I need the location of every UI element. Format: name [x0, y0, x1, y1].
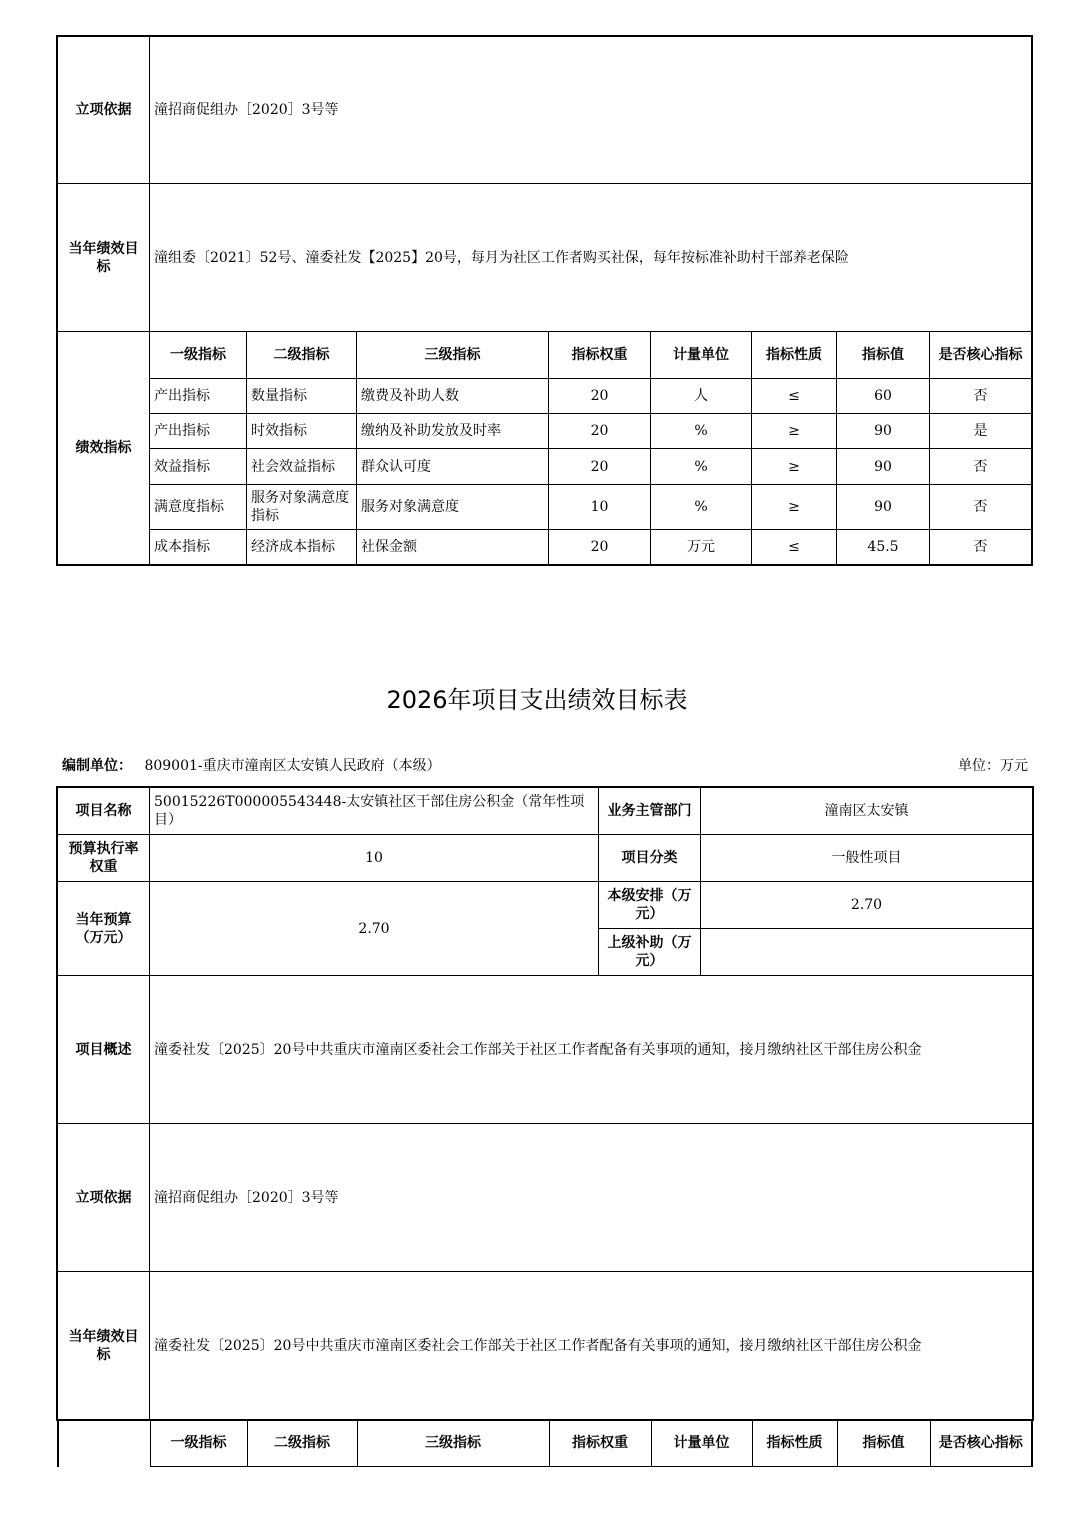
cell: 10	[549, 485, 651, 530]
dept-value: 潼南区太安镇	[701, 788, 1033, 835]
header-cell: 指标值	[837, 332, 930, 379]
cell: 90	[837, 449, 930, 485]
page-title: 2026年项目支出绩效目标表	[386, 686, 688, 714]
cell: 社会效益指标	[247, 449, 357, 485]
unit-label: 编制单位：	[62, 758, 132, 774]
dept-label: 业务主管部门	[599, 788, 701, 835]
cell: 人	[651, 379, 752, 414]
performance-table-2-header	[57, 1419, 1033, 1467]
cell: 成本指标	[150, 530, 247, 565]
budget-value: 2.70	[150, 882, 599, 976]
header-cell: 是否核心指标	[930, 1420, 1032, 1467]
goal-label: 当年绩效目标	[58, 184, 150, 332]
table-row	[58, 485, 1032, 530]
cell: ≥	[752, 449, 837, 485]
cell: 20	[549, 530, 651, 565]
header-cell: 指标性质	[752, 332, 837, 379]
cell: ≥	[752, 414, 837, 449]
cell: 否	[930, 485, 1032, 530]
cell: 产出指标	[150, 414, 247, 449]
cell: 20	[549, 449, 651, 485]
cell: 时效指标	[247, 414, 357, 449]
cell: 服务对象满意度指标	[247, 485, 357, 530]
table-row	[58, 530, 1032, 565]
cell: 缴费及补助人数	[357, 379, 549, 414]
unit-row	[62, 755, 1028, 775]
cell: 90	[837, 414, 930, 449]
header-cell: 指标值	[837, 1420, 930, 1467]
header-cell: 计量单位	[651, 1420, 752, 1467]
performance-table-1	[57, 36, 1032, 565]
cell: 社保金额	[357, 530, 549, 565]
overview-value: 潼委社发〔2025〕20号中共重庆市潼南区委社会工作部关于社区工作者配备有关事项的通知，接月缴纳社区干部住房公积金	[150, 976, 1033, 1124]
overview-label: 项目概述	[58, 976, 150, 1124]
basis-label: 立项依据	[58, 37, 150, 184]
goal-value: 潼委社发〔2025〕20号中共重庆市潼南区委社会工作部关于社区工作者配备有关事项的通知，接月缴纳社区干部住房公积金	[150, 1272, 1033, 1420]
table-row	[58, 449, 1032, 485]
indicators-label-cell	[58, 1420, 150, 1467]
name-label: 项目名称	[58, 788, 150, 835]
money-unit: 单位：万元	[958, 758, 1028, 774]
table-row	[58, 414, 1032, 449]
category-label: 项目分类	[599, 835, 701, 882]
table-row	[58, 379, 1032, 414]
basis-value: 潼招商促组办［2020］3号等	[150, 1124, 1033, 1272]
cell: ≤	[752, 379, 837, 414]
header-cell: 一级指标	[150, 1420, 247, 1467]
unit-value: 809001-重庆市潼南区太安镇人民政府（本级）	[144, 758, 441, 774]
cell: 20	[549, 414, 651, 449]
header-cell: 一级指标	[150, 332, 247, 379]
cell: 效益指标	[150, 449, 247, 485]
cell: 群众认可度	[357, 449, 549, 485]
header-cell: 指标性质	[752, 1420, 837, 1467]
cell: 经济成本指标	[247, 530, 357, 565]
category-value: 一般性项目	[701, 835, 1033, 882]
local-label: 本级安排（万元）	[599, 882, 701, 929]
cell: 万元	[651, 530, 752, 565]
cell: 60	[837, 379, 930, 414]
budget-label: 当年预算（万元）	[58, 882, 150, 976]
indicators-label: 绩效指标	[58, 332, 150, 565]
cell: %	[651, 485, 752, 530]
upper-label: 上级补助（万元）	[599, 929, 701, 976]
cell: 否	[930, 449, 1032, 485]
cell: 20	[549, 379, 651, 414]
goal-value: 潼组委〔2021〕52号、潼委社发【2025】20号，每月为社区工作者购买社保，每年按标准补助村干部养老保险	[150, 184, 1032, 332]
basis-value: 潼招商促组办［2020］3号等	[150, 37, 1032, 184]
weight-label: 预算执行率权重	[58, 835, 150, 882]
name-value: 50015226T000005543448-太安镇社区干部住房公积金（常年性项目）	[150, 788, 599, 835]
project-info-table	[57, 787, 1033, 1420]
header-cell: 二级指标	[247, 1420, 357, 1467]
cell: 90	[837, 485, 930, 530]
header-cell: 计量单位	[651, 332, 752, 379]
basis-label: 立项依据	[58, 1124, 150, 1272]
goal-label: 当年绩效目标	[58, 1272, 150, 1420]
cell: 产出指标	[150, 379, 247, 414]
cell: 45.5	[837, 530, 930, 565]
cell: 服务对象满意度	[357, 485, 549, 530]
header-cell: 是否核心指标	[930, 332, 1032, 379]
header-cell: 三级指标	[357, 1420, 549, 1467]
local-value: 2.70	[701, 882, 1033, 929]
cell: 数量指标	[247, 379, 357, 414]
cell: 否	[930, 530, 1032, 565]
header-cell: 指标权重	[549, 332, 651, 379]
weight-value: 10	[150, 835, 599, 882]
cell: 满意度指标	[150, 485, 247, 530]
header-cell: 二级指标	[247, 332, 357, 379]
cell: 是	[930, 414, 1032, 449]
cell: %	[651, 414, 752, 449]
cell: 缴纳及补助发放及时率	[357, 414, 549, 449]
header-cell: 指标权重	[549, 1420, 651, 1467]
cell: 否	[930, 379, 1032, 414]
cell: %	[651, 449, 752, 485]
upper-value	[701, 929, 1033, 976]
header-cell: 三级指标	[357, 332, 549, 379]
cell: ≥	[752, 485, 837, 530]
cell: ≤	[752, 530, 837, 565]
